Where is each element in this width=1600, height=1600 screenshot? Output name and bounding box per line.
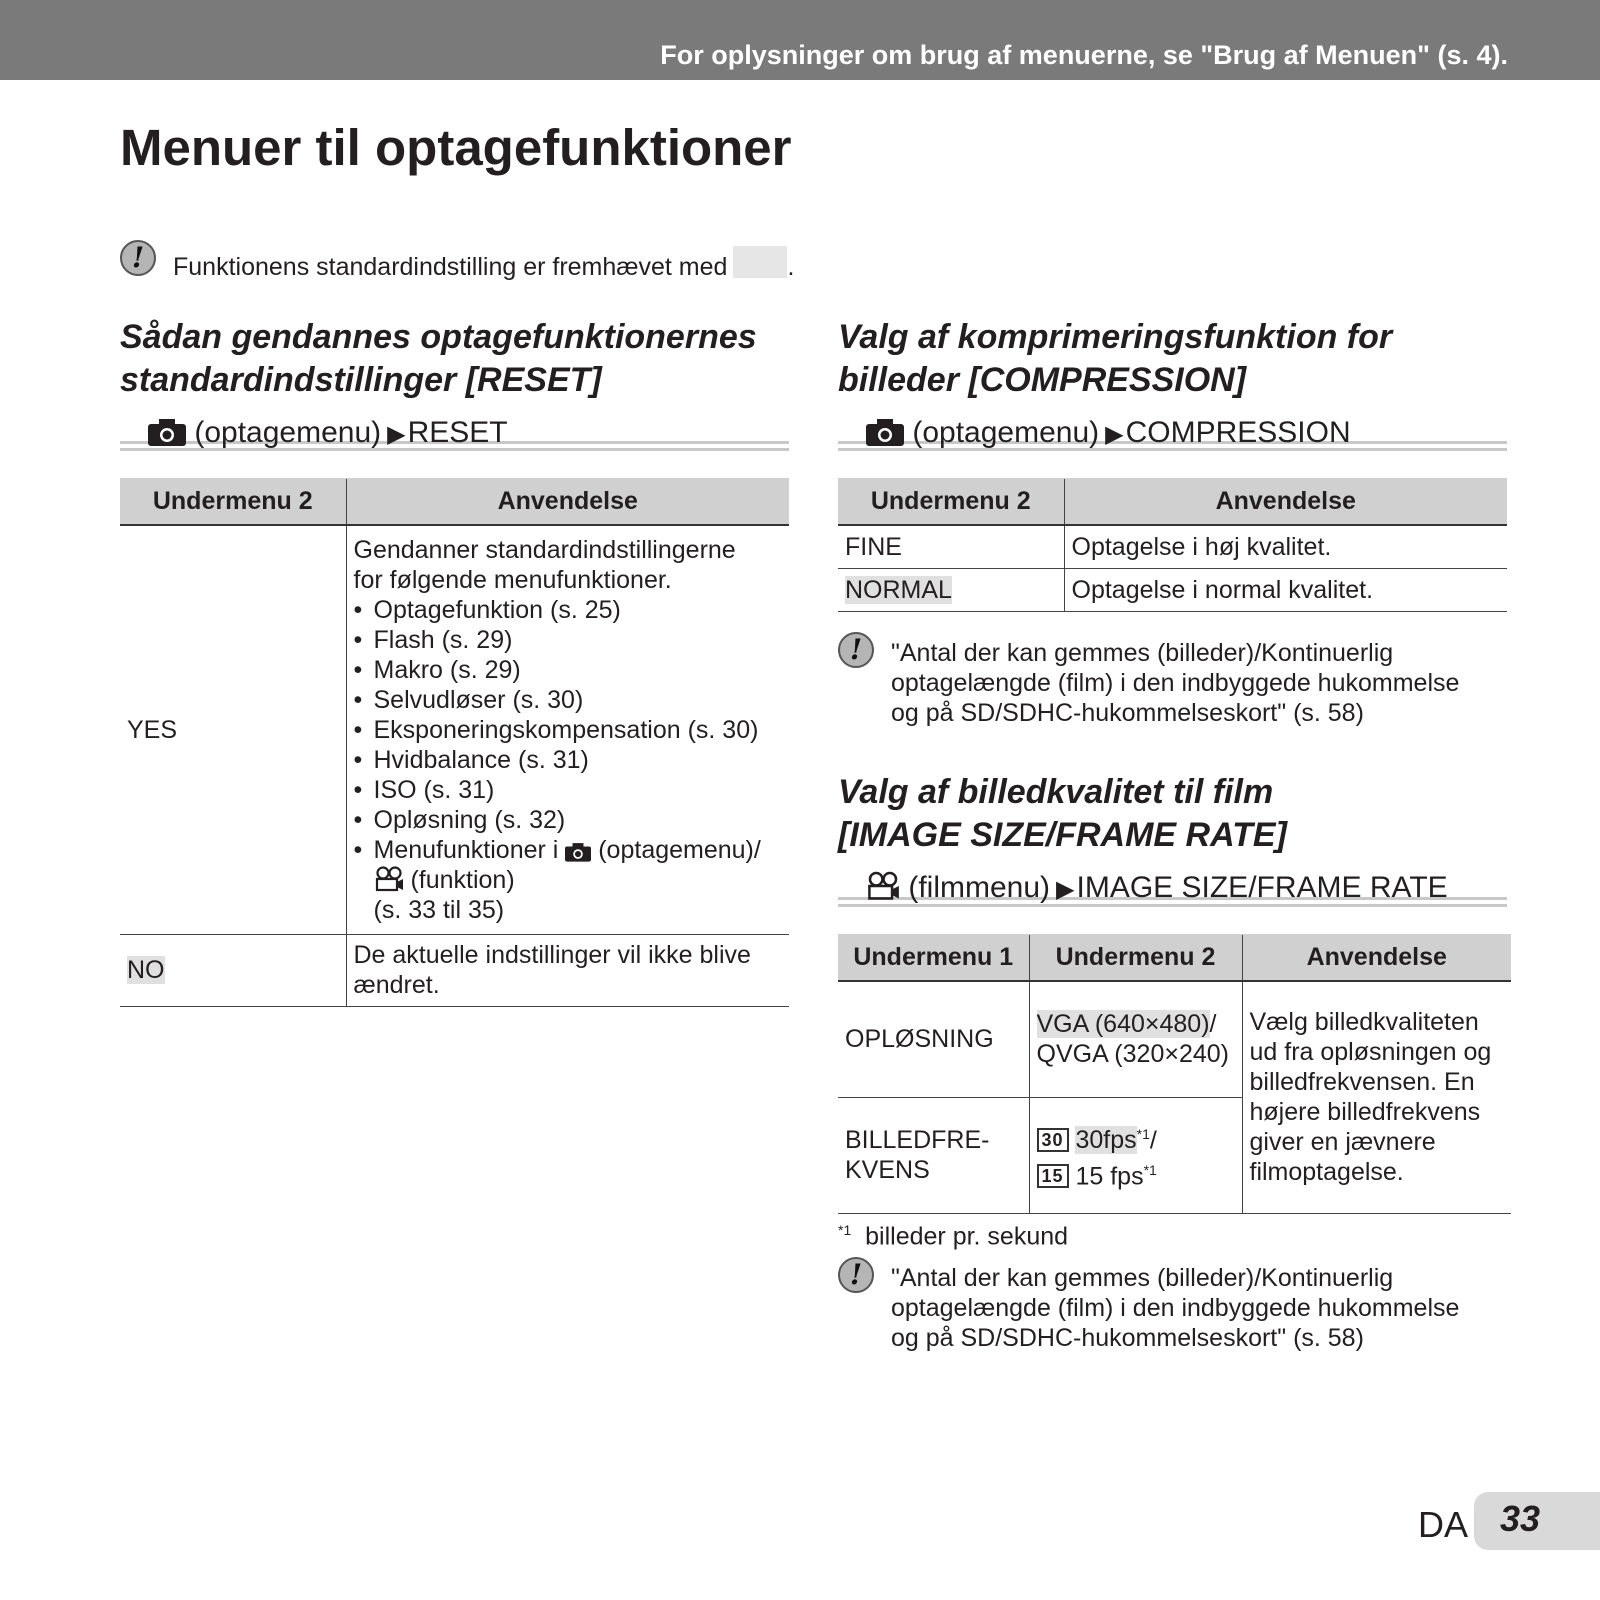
play-arrow-icon: ▶	[387, 421, 406, 448]
reset-no-label: NO	[120, 934, 346, 1006]
movie-camera-icon	[374, 866, 404, 892]
reset-section-title: Sådan gendannes optagefunktionernes standardindstillinger [RESET]	[120, 318, 757, 399]
list-item: • Eksponeringskompensation (s. 30)	[354, 715, 783, 745]
default-highlight-swatch	[733, 246, 787, 278]
fps-30-icon: 30	[1037, 1128, 1069, 1152]
image-size-note: "Antal der kan gemmes (billeder)/Kontinuerlig optagelængde (film) i den indbyggede hukommelse og på SD/SDHC-hukommelseskort" (s. 58)	[891, 1264, 1460, 1352]
table-row	[120, 934, 789, 1006]
table-row	[838, 568, 1507, 611]
header-text: For oplysninger om brug af menuerne, se "Brug af Menuen" (s. 4).	[660, 40, 1508, 70]
resolution-options: VGA (640×480)/ QVGA (320×240)	[1029, 981, 1242, 1097]
table-row	[120, 525, 789, 934]
list-item: • ISO (s. 31)	[354, 775, 783, 805]
image-size-table	[838, 934, 1511, 1214]
compression-section-title: Valg af komprimeringsfunktion for billeder [COMPRESSION]	[838, 318, 1393, 399]
compression-menu-path: (optagemenu) ▶COMPRESSION	[866, 416, 1351, 454]
compression-table	[838, 478, 1507, 612]
frame-rate-options: 30 30fps$^{*1}$/ 15 15 fps$^{*1}$	[1029, 1097, 1242, 1213]
page-language: DA	[1418, 1504, 1469, 1545]
header-bar	[0, 0, 1600, 80]
compression-fine-desc: Optagelse i høj kvalitet.	[1064, 525, 1507, 568]
reset-yes-label: YES	[120, 525, 346, 934]
list-item: • Menufunktioner i (optagemenu)/ (funktion) (s. 33 til 35)	[354, 835, 783, 925]
compression-normal-desc: Optagelse i normal kvalitet.	[1064, 568, 1507, 611]
play-arrow-icon: ▶	[1056, 876, 1075, 903]
list-item: • Opløsning (s. 32)	[354, 805, 783, 835]
compression-normal-label: NORMAL	[838, 568, 1064, 611]
page-title: Menuer til optagefunktioner	[120, 119, 792, 176]
play-arrow-icon: ▶	[1105, 421, 1124, 448]
table-row	[838, 981, 1511, 1097]
reset-no-desc: De aktuelle indstillinger vil ikke blive ændret.	[346, 934, 789, 1006]
page-number: 33	[1499, 1498, 1541, 1539]
list-item: • Flash (s. 29)	[354, 625, 783, 655]
warning-icon: !	[838, 1257, 874, 1293]
image-size-section-title: Valg af billedkvalitet til film [IMAGE SIZE/FRAME RATE]	[838, 773, 1287, 854]
movie-camera-icon	[866, 871, 900, 901]
table-header: Undermenu 2	[838, 479, 1064, 526]
camera-icon	[565, 842, 591, 862]
warning-icon: !	[838, 632, 874, 668]
camera-icon	[866, 418, 904, 446]
table-header: Anvendelse	[1242, 935, 1511, 982]
compression-note: "Antal der kan gemmes (billeder)/Kontinuerlig optagelængde (film) i den indbyggede hukommelse og på SD/SDHC-hukommelseskort" (s. 58)	[891, 639, 1460, 727]
table-header: Undermenu 2	[1029, 935, 1242, 982]
camera-icon	[148, 418, 186, 446]
warning-icon: !	[120, 240, 156, 276]
reset-yes-desc: Gendanner standardindstillingerne for følgende menufunktioner. • Optagefunktion (s. 25) • Flash (s. 29) • Makro (s. 29) • Selvudløser (s. 30) • Eksponeringskompensation (s. 30) • Hvidbalance (s. 31) • ISO (s. 31) • Opløsning (s. 32) • Menufunktioner i (optagemenu)/ (funktion) (s. 33 til 35)	[346, 525, 789, 934]
table-header: Anvendelse	[1064, 479, 1507, 526]
compression-fine-label: FINE	[838, 525, 1064, 568]
frame-rate-label: BILLEDFRE- KVENS	[838, 1097, 1029, 1213]
reset-bullet-list	[354, 595, 783, 925]
table-header: Undermenu 2	[120, 479, 346, 526]
table-header: Anvendelse	[346, 479, 789, 526]
reset-menu-path: (optagemenu) ▶RESET	[148, 416, 508, 454]
list-item: • Makro (s. 29)	[354, 655, 783, 685]
fps-15-icon: 15	[1037, 1164, 1069, 1188]
list-item: • Selvudløser (s. 30)	[354, 685, 783, 715]
resolution-label: OPLØSNING	[838, 981, 1029, 1097]
table-row	[838, 525, 1507, 568]
reset-table	[120, 478, 789, 1007]
image-size-desc: Vælg billedkvaliteten ud fra opløsningen og billedfrekvensen. En højere billedfrekvens giver en jævnere filmoptagelse.	[1242, 981, 1511, 1213]
list-item: • Hvidbalance (s. 31)	[354, 745, 783, 775]
table-header: Undermenu 1	[838, 935, 1029, 982]
footnote: $^{*1}$ billeder pr. sekund	[838, 1222, 1069, 1251]
list-item: • Optagefunktion (s. 25)	[354, 595, 783, 625]
default-setting-note: Funktionens standardindstilling er fremhævet med .	[173, 246, 794, 282]
page-number-box	[1474, 1492, 1600, 1550]
image-size-menu-path: (filmmenu) ▶IMAGE SIZE/FRAME RATE	[866, 871, 1448, 909]
